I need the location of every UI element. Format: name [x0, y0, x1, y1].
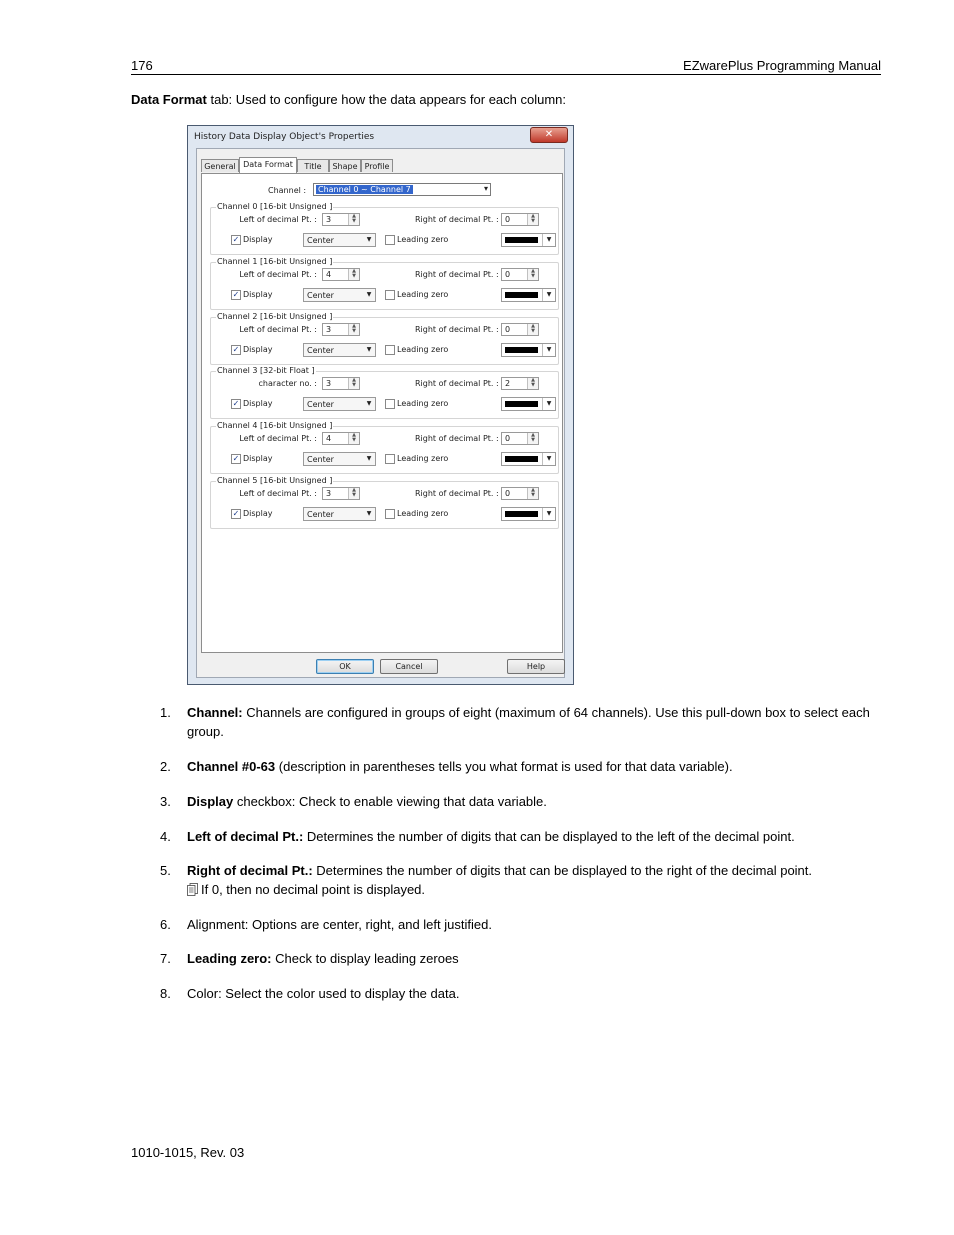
- leading-zero-label: Leading zero: [397, 345, 449, 354]
- arrow-up-icon: ▲: [531, 377, 535, 383]
- display-label: Display: [243, 509, 273, 518]
- chevron-down-icon: ▼: [366, 510, 372, 517]
- alignment-value: Center: [307, 400, 334, 409]
- data-format-panel: [201, 173, 563, 653]
- arrow-down-icon: ▼: [531, 437, 535, 443]
- arrow-down-icon: ▼: [531, 328, 535, 334]
- list-number: 5.: [160, 863, 171, 878]
- list-desc: Channels are configured in groups of eight (maximum of 64 channels). Use this pull-down box to select each group.: [187, 705, 870, 739]
- list-desc: (description in parentheses tells you what format is used for that data variable).: [275, 759, 733, 774]
- list-term: Channel:: [187, 705, 243, 720]
- display-checkbox[interactable]: ✓: [232, 399, 240, 408]
- channel-group-label: Channel 3 [32-bit Float ]: [217, 366, 315, 375]
- spin-buttons[interactable]: [527, 378, 538, 389]
- alignment-value: Center: [307, 455, 334, 464]
- manual-title: EZwarePlus Programming Manual: [683, 58, 881, 73]
- list-number: 3.: [160, 794, 171, 809]
- arrow-up-icon: ▲: [352, 268, 356, 274]
- arrow-up-icon: ▲: [531, 213, 535, 219]
- dialog-title: History Data Display Object's Properties: [194, 132, 375, 142]
- right-decimal-label: Right of decimal Pt. :: [415, 489, 499, 498]
- left-decimal-label: Left of decimal Pt. :: [239, 325, 317, 334]
- display-label: Display: [243, 290, 273, 299]
- right-decimal-label: Right of decimal Pt. :: [415, 215, 499, 224]
- left-decimal-stepper[interactable]: [322, 268, 360, 281]
- arrow-up-icon: ▲: [531, 323, 535, 329]
- alignment-value: Center: [307, 510, 334, 519]
- spin-buttons[interactable]: [348, 214, 359, 225]
- arrow-down-icon: ▼: [531, 492, 535, 498]
- color-picker[interactable]: [501, 452, 556, 466]
- arrow-down-icon: ▼: [352, 218, 356, 224]
- color-swatch: [505, 401, 538, 407]
- chevron-down-icon: ▼: [542, 344, 555, 356]
- stepper-value: 0: [505, 489, 511, 498]
- chevron-down-icon: ▼: [542, 289, 555, 301]
- right-decimal-stepper[interactable]: [501, 323, 539, 336]
- list-desc: Determines the number of digits that can be displayed to the left of the decimal point.: [303, 829, 795, 844]
- list-desc: Determines the number of digits that can be displayed to the right of the decimal point.: [312, 863, 813, 878]
- spin-buttons[interactable]: [527, 433, 538, 444]
- list-term: Channel #0-63: [187, 759, 276, 774]
- spin-buttons[interactable]: [527, 269, 538, 280]
- display-label: Display: [243, 235, 273, 244]
- list-number: 1.: [160, 705, 171, 720]
- stepper-value: 3: [326, 325, 332, 334]
- stepper-value: 3: [326, 489, 332, 498]
- alignment-dropdown[interactable]: [303, 288, 376, 302]
- chevron-down-icon: ▼: [366, 400, 372, 407]
- arrow-down-icon: ▼: [352, 273, 356, 279]
- channel-group-label: Channel 0 [16-bit Unsigned ]: [217, 202, 333, 211]
- list-desc: Check to display leading zeroes: [271, 951, 459, 966]
- stepper-value: 0: [505, 434, 511, 443]
- tab-title[interactable]: Title: [297, 159, 329, 172]
- intro-text: tab: Used to configure how the data appears for each column:: [206, 92, 567, 107]
- arrow-down-icon: ▼: [352, 492, 356, 498]
- spin-buttons[interactable]: [348, 433, 359, 444]
- list-text: [187, 949, 887, 968]
- alignment-value: Center: [307, 236, 334, 245]
- left-decimal-stepper[interactable]: [322, 377, 360, 390]
- close-icon[interactable]: ✕: [530, 127, 568, 143]
- ok-button[interactable]: OK: [316, 659, 374, 674]
- chevron-down-icon: ▼: [366, 455, 372, 462]
- cancel-button[interactable]: Cancel: [380, 659, 438, 674]
- spin-buttons[interactable]: [527, 488, 538, 499]
- color-picker[interactable]: [501, 343, 556, 357]
- chevron-down-icon: ▼: [366, 346, 372, 353]
- right-decimal-stepper[interactable]: [501, 213, 539, 226]
- leading-zero-checkbox[interactable]: [385, 454, 395, 464]
- tab-profile[interactable]: Profile: [361, 159, 393, 172]
- arrow-down-icon: ▼: [531, 218, 535, 224]
- alignment-dropdown[interactable]: [303, 507, 376, 521]
- color-swatch: [505, 456, 538, 462]
- color-picker[interactable]: [501, 507, 556, 521]
- stepper-value: 4: [326, 434, 332, 443]
- stepper-value: 0: [505, 325, 511, 334]
- right-decimal-label: Right of decimal Pt. :: [415, 434, 499, 443]
- display-checkbox[interactable]: ✓: [232, 290, 240, 299]
- arrow-up-icon: ▲: [531, 432, 535, 438]
- left-decimal-stepper[interactable]: [322, 432, 360, 445]
- channel-group-label: Channel 4 [16-bit Unsigned ]: [217, 421, 333, 430]
- arrow-down-icon: ▼: [352, 328, 356, 334]
- list-text: [187, 792, 887, 811]
- color-swatch: [505, 237, 538, 243]
- page-header: [131, 57, 881, 75]
- channel-group-1: [210, 257, 559, 310]
- list-number: 2.: [160, 759, 171, 774]
- chevron-down-icon: ▼: [542, 508, 555, 520]
- intro-paragraph: [131, 92, 566, 107]
- page-number: 176: [131, 58, 153, 73]
- stepper-value: 3: [326, 215, 332, 224]
- display-label: Display: [243, 454, 273, 463]
- channel-selected-value: Channel 0 ~ Channel 7: [318, 185, 411, 194]
- list-number: 6.: [160, 917, 171, 932]
- leading-zero-checkbox[interactable]: [385, 235, 395, 245]
- list-number: 7.: [160, 951, 171, 966]
- channel-group-4: [210, 421, 559, 474]
- alignment-value: Center: [307, 346, 334, 355]
- list-desc: Color: Select the color used to display the data.: [187, 986, 460, 1001]
- channel-group-5: [210, 476, 559, 529]
- display-checkbox[interactable]: ✓: [232, 235, 240, 244]
- chevron-down-icon: ▼: [366, 236, 372, 243]
- tab-shape[interactable]: Shape: [329, 159, 361, 172]
- left-decimal-stepper[interactable]: [322, 487, 360, 500]
- leading-zero-checkbox[interactable]: [385, 290, 395, 300]
- color-picker[interactable]: [501, 233, 556, 247]
- arrow-down-icon: ▼: [531, 273, 535, 279]
- stepper-value: 0: [505, 270, 511, 279]
- right-decimal-label: Right of decimal Pt. :: [415, 270, 499, 279]
- alignment-dropdown[interactable]: [303, 343, 376, 357]
- display-checkbox[interactable]: ✓: [232, 454, 240, 463]
- note-icon: [187, 883, 198, 896]
- channel-group-label: Channel 5 [16-bit Unsigned ]: [217, 476, 333, 485]
- spin-buttons[interactable]: [348, 488, 359, 499]
- dialog-body: [196, 148, 565, 678]
- leading-zero-checkbox[interactable]: [385, 345, 395, 355]
- list-desc: checkbox: Check to enable viewing that data variable.: [233, 794, 547, 809]
- display-label: Display: [243, 399, 273, 408]
- right-decimal-stepper[interactable]: [501, 268, 539, 281]
- leading-zero-label: Leading zero: [397, 454, 449, 463]
- alignment-dropdown[interactable]: [303, 233, 376, 247]
- leading-zero-label: Leading zero: [397, 509, 449, 518]
- list-text: [187, 861, 887, 899]
- alignment-value: Center: [307, 291, 334, 300]
- list-text: [187, 703, 887, 741]
- left-decimal-label: Left of decimal Pt. :: [239, 270, 317, 279]
- alignment-dropdown[interactable]: [303, 452, 376, 466]
- alignment-dropdown[interactable]: [303, 397, 376, 411]
- right-decimal-label: Right of decimal Pt. :: [415, 325, 499, 334]
- channel-group-2: [210, 312, 559, 365]
- arrow-down-icon: ▼: [352, 382, 356, 388]
- leading-zero-checkbox[interactable]: [385, 509, 395, 519]
- stepper-value: 3: [326, 379, 332, 388]
- spin-buttons[interactable]: [348, 269, 359, 280]
- right-decimal-label: Right of decimal Pt. :: [415, 379, 499, 388]
- list-term: Left of decimal Pt.:: [187, 829, 304, 844]
- spin-buttons[interactable]: [527, 324, 538, 335]
- display-label: Display: [243, 345, 273, 354]
- left-decimal-label: Left of decimal Pt. :: [239, 215, 317, 224]
- arrow-down-icon: ▼: [531, 382, 535, 388]
- leading-zero-checkbox[interactable]: [385, 399, 395, 409]
- channel-group-label: Channel 2 [16-bit Unsigned ]: [217, 312, 333, 321]
- help-button[interactable]: Help: [507, 659, 565, 674]
- list-term: Leading zero:: [187, 951, 272, 966]
- stepper-value: 4: [326, 270, 332, 279]
- arrow-up-icon: ▲: [531, 268, 535, 274]
- leading-zero-label: Leading zero: [397, 235, 449, 244]
- color-swatch: [505, 511, 538, 517]
- spin-buttons[interactable]: [527, 214, 538, 225]
- display-checkbox[interactable]: ✓: [232, 345, 240, 354]
- arrow-up-icon: ▲: [352, 432, 356, 438]
- spin-buttons[interactable]: [348, 324, 359, 335]
- channel-dropdown[interactable]: [313, 183, 491, 196]
- color-swatch: [505, 292, 538, 298]
- leading-zero-label: Leading zero: [397, 399, 449, 408]
- tab-data-format[interactable]: Data Format: [239, 157, 297, 173]
- list-number: 8.: [160, 986, 171, 1001]
- right-decimal-stepper[interactable]: [501, 377, 539, 390]
- left-decimal-label: Left of decimal Pt. :: [239, 489, 317, 498]
- right-decimal-stepper[interactable]: [501, 432, 539, 445]
- left-decimal-stepper[interactable]: [322, 323, 360, 336]
- arrow-up-icon: ▲: [352, 487, 356, 493]
- left-decimal-label: character no. :: [258, 379, 317, 388]
- right-decimal-stepper[interactable]: [501, 487, 539, 500]
- stepper-value: 2: [505, 379, 511, 388]
- color-picker[interactable]: [501, 397, 556, 411]
- display-checkbox[interactable]: ✓: [232, 509, 240, 518]
- stepper-value: 0: [505, 215, 511, 224]
- tab-general[interactable]: General: [201, 159, 239, 172]
- chevron-down-icon: ▼: [542, 234, 555, 246]
- list-text: [187, 984, 887, 1003]
- color-swatch: [505, 347, 538, 353]
- channel-group-0: [210, 202, 559, 255]
- arrow-up-icon: ▲: [531, 487, 535, 493]
- list-note: If 0, then no decimal point is displayed.: [201, 882, 426, 897]
- chevron-down-icon: ▼: [542, 453, 555, 465]
- list-term: Right of decimal Pt.:: [187, 863, 313, 878]
- list-text: [187, 915, 887, 934]
- chevron-down-icon: ▾: [483, 184, 488, 193]
- arrow-up-icon: ▲: [352, 323, 356, 329]
- properties-dialog: [187, 125, 574, 685]
- color-picker[interactable]: [501, 288, 556, 302]
- left-decimal-label: Left of decimal Pt. :: [239, 434, 317, 443]
- chevron-down-icon: ▼: [542, 398, 555, 410]
- chevron-down-icon: ▼: [366, 291, 372, 298]
- arrow-up-icon: ▲: [352, 213, 356, 219]
- left-decimal-stepper[interactable]: [322, 213, 360, 226]
- leading-zero-label: Leading zero: [397, 290, 449, 299]
- page-footer: 1010-1015, Rev. 03: [131, 1145, 245, 1160]
- list-desc: Alignment: Options are center, right, and left justified.: [187, 917, 492, 932]
- intro-bold: Data Format: [131, 92, 207, 107]
- arrow-up-icon: ▲: [352, 377, 356, 383]
- list-number: 4.: [160, 829, 171, 844]
- channel-group-label: Channel 1 [16-bit Unsigned ]: [217, 257, 333, 266]
- channel-group-3: [210, 366, 559, 419]
- arrow-down-icon: ▼: [352, 437, 356, 443]
- list-text: [187, 827, 887, 846]
- channel-label: Channel :: [268, 186, 307, 195]
- list-text: [187, 757, 887, 776]
- list-term: Display: [187, 794, 234, 809]
- spin-buttons[interactable]: [348, 378, 359, 389]
